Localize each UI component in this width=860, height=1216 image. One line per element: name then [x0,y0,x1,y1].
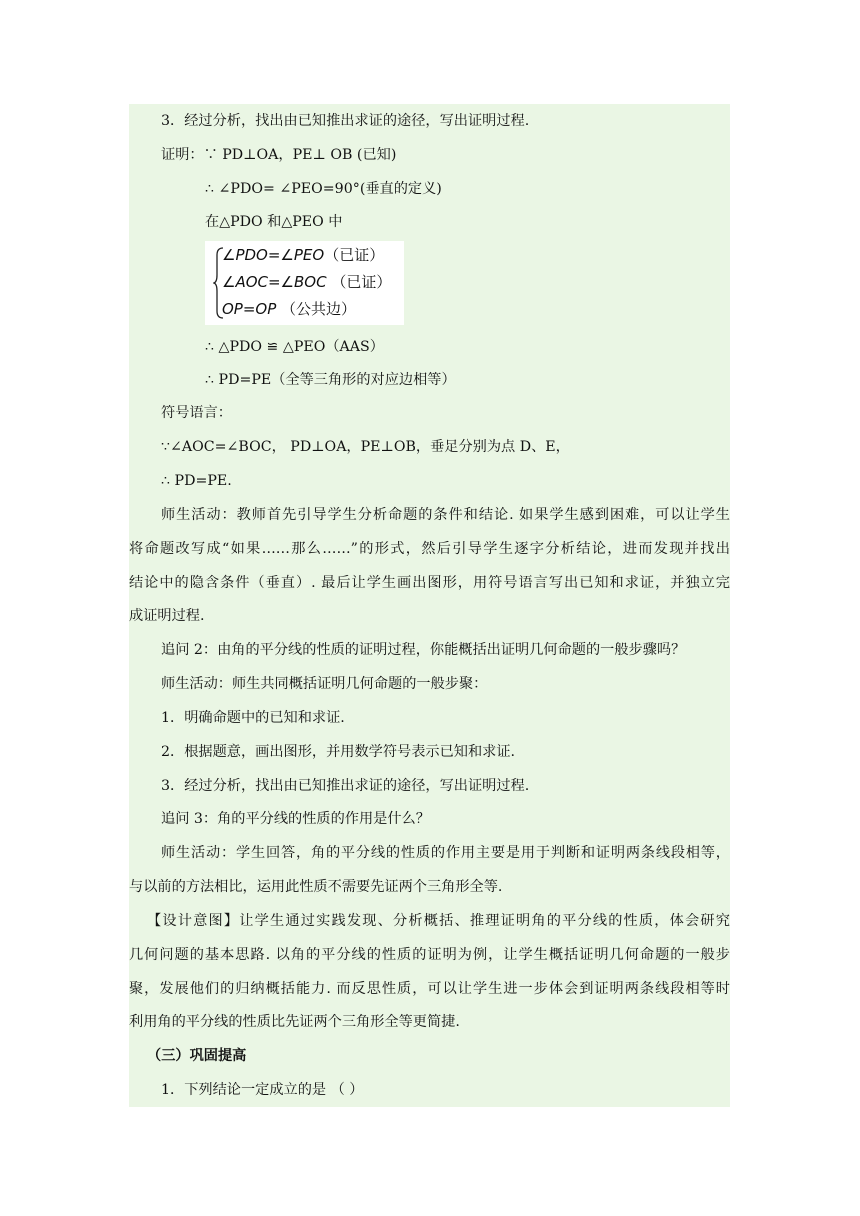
design-intent-line-2: 几何问题的基本思路. 以角的平分线的性质的证明为例，让学生概括证明几何命题的一般步 [129,947,730,963]
step-2: 2．根据题意，画出图形，并用数学符号表示已知和求证. [161,744,516,760]
activity-1-line-3: 结论中的隐含条件（垂直）. 最后让学生画出图形，用符号语言写出已知和求证，并独立完 [129,575,730,591]
symbol-language-heading: 符号语言： [161,405,232,421]
follow-up-3: 追问 3：角的平分线的性质的作用是什么？ [161,811,430,827]
proof-right-angles: ∴ ∠PDO= ∠PEO=90°(垂直的定义) [205,181,442,197]
brace-row-3: OP=OP （公共边） [222,300,357,318]
proof-triangles-intro: 在△PDO 和△PEO 中 [205,214,343,230]
follow-up-2: 追问 2：由角的平分线的性质的证明过程，你能概括出证明几何命题的一般步骤吗？ [161,642,686,658]
brace-row-1: ∠PDO=∠PEO（已证） [222,246,385,264]
activity-3-line-2: 与以前的方法相比，运用此性质不需要先证两个三角形全等. [129,879,503,895]
proof-given: 证明：∵ PD⊥OA，PE⊥ OB (已知) [161,147,397,163]
activity-1-line-4: 成证明过程. [129,608,205,624]
activity-1-line-2: 将命题改写成“如果……那么……”的形式，然后引导学生逐字分析结论，进而发现并找出 [129,541,730,557]
brace-conditions-image [205,241,404,325]
exercise-1: 1．下列结论一定成立的是 （ ） [161,1082,364,1098]
activity-3-line-1: 师生活动：学生回答，角的平分线的性质的作用主要是用于判断和证明两条线段相等， [161,845,730,861]
symbol-conclusion: ∴ PD=PE. [161,473,232,489]
proof-conclusion: ∴ PD=PE（全等三角形的对应边相等） [205,372,456,388]
design-intent-line-4: 利用角的平分线的性质比先证两个三角形全等更简捷. [129,1014,460,1030]
proof-congruent: ∴ △PDO ≌ △PEO（AAS） [205,339,384,355]
step-1: 1．明确命题中的已知和求证. [161,710,345,726]
activity-1-line-1: 师生活动：教师首先引导学生分析命题的条件和结论. 如果学生感到困难，可以让学生 [161,507,730,523]
design-intent-line-1: 【设计意图】让学生通过实践发现、分析概括、推理证明角的平分线的性质，体会研究 [147,913,730,929]
section-heading-consolidate: （三）巩固提高 [147,1048,247,1064]
brace-row-2: ∠AOC=∠BOC （已证） [222,273,392,291]
step-3: 3．经过分析，找出由已知推出求证的途径，写出证明过程. [161,778,530,794]
design-intent-line-3: 聚，发展他们的归纳概括能力. 而反思性质，可以让学生进一步体会到证明两条线段相等时 [129,981,730,997]
activity-2: 师生活动：师生共同概括证明几何命题的一般步聚： [161,676,488,692]
step-3-line: 3．经过分析，找出由已知推出求证的途径，写出证明过程. [161,113,530,129]
symbol-given: ∵∠AOC=∠BOC， PD⊥OA，PE⊥OB，垂足分别为点 D、E， [161,439,570,455]
